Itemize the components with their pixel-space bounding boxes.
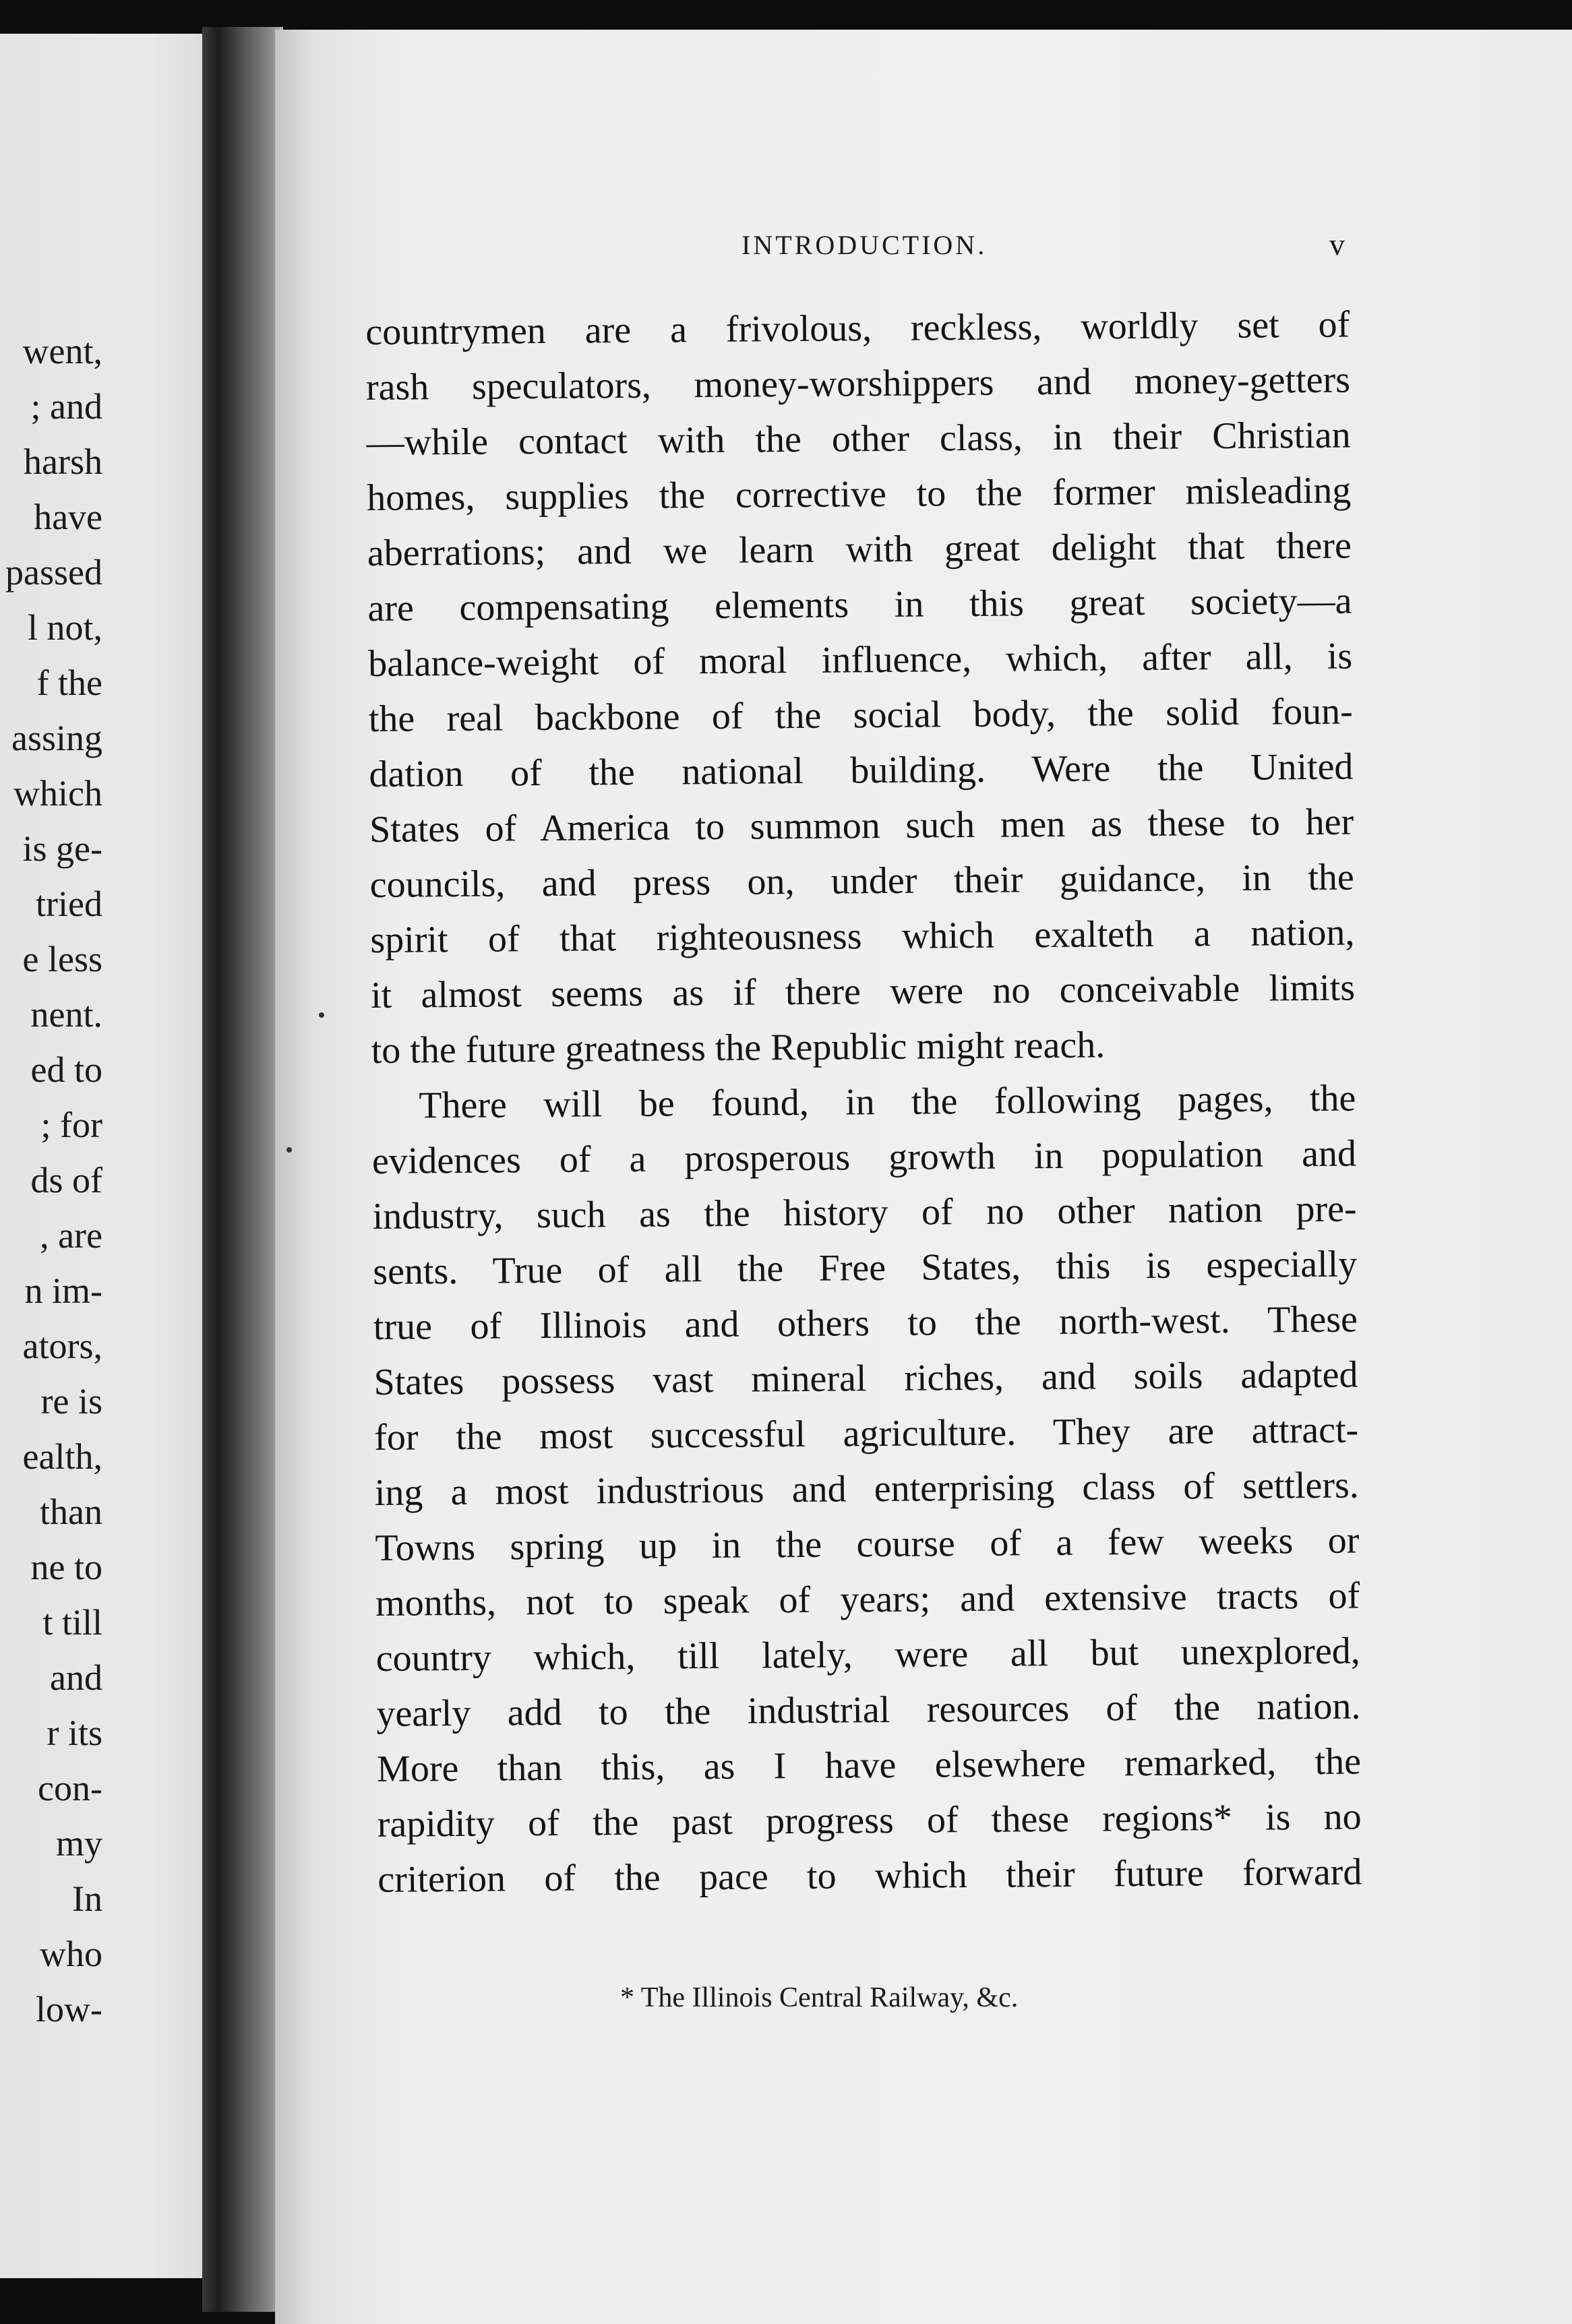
- text-line: homes, supplies the corrective to the former misleading: [367, 469, 1352, 519]
- text-line: aberrations; and we learn with great delight that there: [367, 524, 1352, 574]
- text-line: criterion of the pace to which their future forward: [377, 1851, 1362, 1901]
- left-page: [0, 34, 210, 2278]
- text-line: rapidity of the past progress of these regions* is no: [377, 1796, 1362, 1845]
- left-page-fragment: and: [50, 1657, 102, 1698]
- text-line: countrymen are a frivolous, reckless, worldly set of: [365, 303, 1350, 353]
- left-page-fragment: re is: [40, 1381, 102, 1421]
- text-line: true of Illinois and others to the north-west. These: [373, 1298, 1358, 1348]
- left-page-fragment: ; and: [30, 386, 102, 427]
- text-line: councils, and press on, under their guidance, in the: [369, 856, 1354, 906]
- text-line: sents. True of all the Free States, this is especially: [373, 1243, 1358, 1293]
- left-page-fragment: tried: [36, 884, 102, 924]
- left-page-fragment: than: [40, 1492, 102, 1532]
- text-line: balance-weight of moral influence, which, after all, is: [367, 635, 1353, 685]
- left-page-fragment: ds of: [30, 1160, 102, 1200]
- text-line: yearly add to the industrial resources of the nation.: [376, 1685, 1361, 1735]
- left-page-fragment: ed to: [30, 1049, 102, 1090]
- left-page-fragment: my: [55, 1823, 102, 1864]
- stray-ink-mark: [286, 1147, 292, 1153]
- left-page-fragment: r its: [47, 1713, 102, 1753]
- left-page-fragment: e less: [22, 939, 102, 979]
- text-line: industry, such as the history of no other nation pre-: [372, 1188, 1357, 1237]
- left-page-fragment: ; for: [40, 1105, 102, 1145]
- left-page-fragment: , are: [40, 1215, 102, 1256]
- left-page-fragment: who: [40, 1934, 102, 1974]
- text-line: States possess vast mineral riches, and soils adapted: [373, 1353, 1358, 1403]
- footnote: * The Illinois Central Railway, &c.: [620, 1982, 1019, 2013]
- left-page-fragment: t till: [42, 1602, 102, 1643]
- left-page-fragment: went,: [22, 331, 102, 371]
- text-line: are compensating elements in this great society—a: [367, 580, 1352, 630]
- left-page-fragment: low-: [36, 1989, 102, 2029]
- text-line: months, not to speak of years; and extensive tracts of: [375, 1574, 1360, 1624]
- text-line: —while contact with the other class, in their Christian: [366, 414, 1351, 464]
- text-line: rash speculators, money-worshippers and money-getters: [365, 359, 1351, 408]
- text-line: Towns spring up in the course of a few weeks or: [375, 1519, 1360, 1569]
- left-page-fragment: ators,: [22, 1326, 102, 1366]
- left-page-fragment: f the: [36, 663, 102, 703]
- left-page-fragment: con-: [38, 1768, 102, 1808]
- page-number: v: [1329, 227, 1345, 262]
- stray-ink-mark: [319, 1012, 324, 1018]
- left-page-fragment: n im-: [24, 1271, 102, 1311]
- left-page-fragment: nent.: [30, 994, 102, 1035]
- left-page-text-fragments: [0, 324, 102, 2037]
- text-line: More than this, as I have elsewhere remarked, the: [376, 1740, 1362, 1790]
- text-line: for the most successful agriculture. They are attract-: [373, 1409, 1359, 1459]
- paragraph: [371, 1070, 1362, 1907]
- left-page-fragment: which: [13, 773, 102, 814]
- body-text: [365, 297, 1362, 1907]
- text-line: dation of the national building. Were the United: [369, 745, 1354, 795]
- left-page-fragment: assing: [11, 718, 102, 758]
- text-line: There will be found, in the following pages, the: [419, 1077, 1356, 1127]
- left-page-fragment: is ge-: [22, 828, 102, 869]
- text-line: to the future greatness the Republic might reach.: [371, 1024, 1106, 1072]
- left-page-fragment: passed: [5, 552, 102, 592]
- paragraph: [365, 297, 1356, 1078]
- running-head: INTRODUCTION.: [742, 230, 988, 260]
- left-page-fragment: In: [72, 1878, 102, 1919]
- text-line: evidences of a prosperous growth in population and: [371, 1132, 1357, 1182]
- left-page-fragment: harsh: [24, 441, 102, 482]
- text-line: it almost seems as if there were no conceivable limits: [370, 967, 1356, 1016]
- left-page-fragment: ealth,: [22, 1436, 102, 1477]
- text-line: States of America to summon such men as these to her: [369, 801, 1354, 851]
- book-gutter: [202, 27, 283, 2312]
- text-line: spirit of that righteousness which exalteth a nation,: [370, 911, 1355, 961]
- text-line: ing a most industrious and enterprising class of settlers.: [374, 1464, 1360, 1514]
- left-page-fragment: l not,: [27, 607, 102, 648]
- text-line: country which, till lately, were all but unexplored,: [375, 1630, 1360, 1680]
- left-page-fragment: have: [34, 497, 102, 537]
- text-line: the real backbone of the social body, the solid foun-: [368, 690, 1354, 740]
- left-page-fragment: ne to: [30, 1547, 102, 1587]
